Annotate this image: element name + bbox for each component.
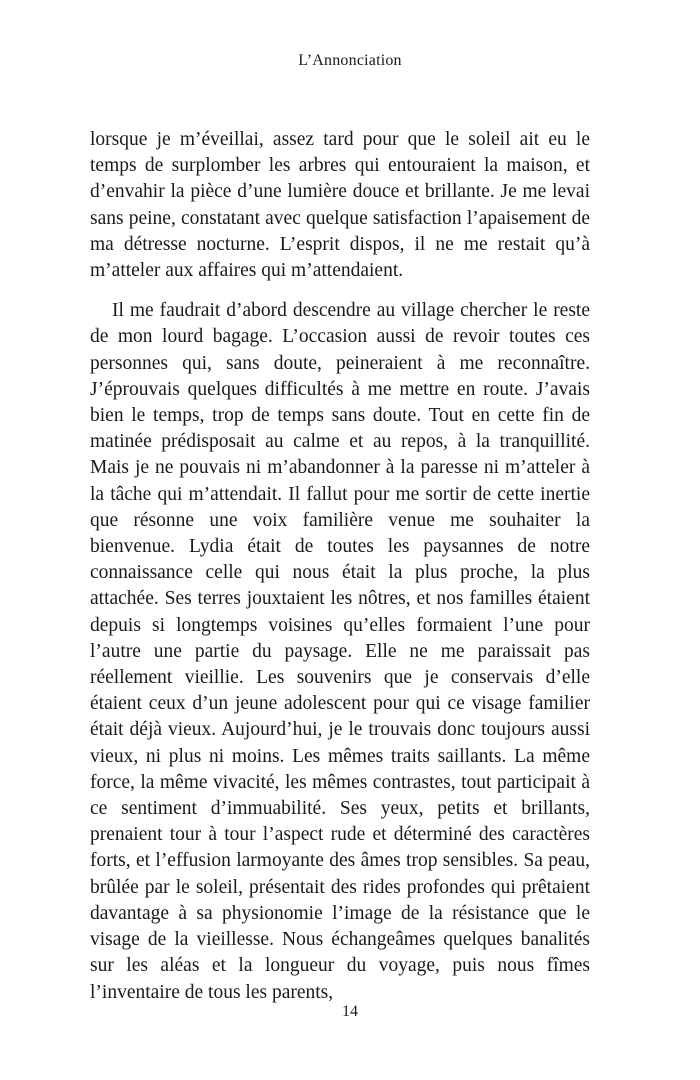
paragraph-continued: lorsque je m’éveillai, assez tard pour que le soleil ait eu le temps de surplomber les arbres qui entouraient la maison, et d’envahir la pièce d’une lumière douce et brillante. Je me levai sans peine, constatant avec quelque satisfaction l’apaisement de ma détresse nocturne. L’esprit dispos, il ne me restait qu’à m’atteler aux affaires qui m’attendaient.	[90, 129, 590, 282]
page-number: 14	[342, 1003, 358, 1020]
running-header-title: L’Annonciation	[298, 52, 402, 69]
body-text	[90, 127, 590, 1006]
paragraph: Il me faudrait d’abord descendre au village chercher le reste de mon lourd bagage. L’occasion aussi de revoir toutes ces personnes qui, sans doute, peineraient à me reconnaître. J’éprouvais quelques difficultés à me mettre en route. J’avais bien le temps, trop de temps sans doute. Tout en cette fin de matinée prédisposait au calme et au repos, à la tranquillité. Mais je ne pouvais ni m’abandonner à la paresse ni m’atteler à la tâche qui m’attendait. Il fallut pour me sortir de cette inertie que résonne une voix familière venue me souhaiter la bienvenue. Lydia était de toutes les paysannes de notre connaissance celle qui nous était la plus proche, la plus attachée. Ses terres jouxtaient les nôtres, et nos familles étaient depuis si longtemps voisines qu’elles formaient l’une pour l’autre une partie du paysage. Elle ne me paraissait pas réellement vieillie. Les souvenirs que je conservais d’elle étaient ceux d’un jeune adolescent pour qui ce visage familier était déjà vieux. Aujourd’hui, je le trouvais donc toujours aussi vieux, ni plus ni moins. Les mêmes traits saillants. La même force, la même vivacité, les mêmes contrastes, tout participait à ce sentiment d’immuabilité. Ses yeux, petits et brillants, prenaient tour à tour l’aspect rude et déterminé des caractères forts, et l’effusion larmoyante des âmes trop sensibles. Sa peau, brûlée par le soleil, présentait des rides profondes qui prêtaient davantage à sa physionomie l’image de la résistance que le visage de la vieillesse. Nous échangeâmes quelques banalités sur les aléas et la longueur du voyage, puis nous fîmes l’inventaire de tous les parents,	[90, 300, 590, 1003]
